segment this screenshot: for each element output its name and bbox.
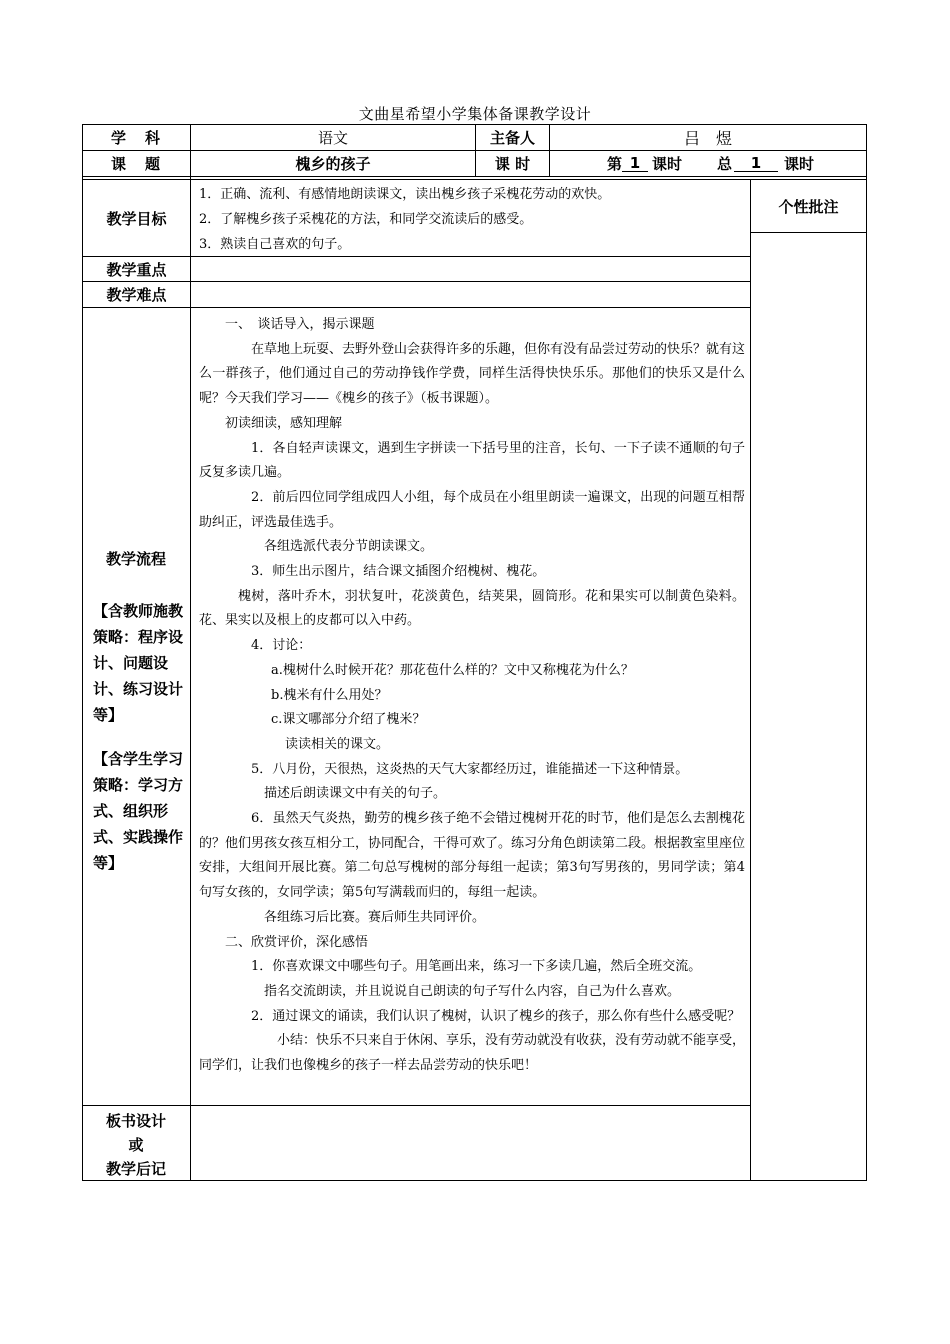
total-unit: 课时	[784, 155, 815, 173]
flow-paragraph: a.槐树什么时候开花？那花苞什么样的？文中又称槐花为什么？	[271, 662, 634, 678]
flow-paragraph: 2．通过课文的诵读，我们认识了槐树，认识了槐乡的孩子，那么你有些什么感受呢？	[251, 1008, 741, 1024]
topic-label: 课 题	[110, 155, 162, 173]
flow-paragraph: 5．八月份，天很热，这炎热的天气大家都经历过，谁能描述一下这种情景。	[251, 761, 689, 777]
subject-value: 语文	[317, 129, 348, 147]
flow-paragraph: 初读细读，感知理解	[225, 415, 343, 431]
total-field	[717, 151, 814, 176]
flow-paragraph: 1．你喜欢课文中哪些句子。用笔画出来，练习一下多读几遍，然后全班交流。	[251, 959, 702, 975]
total-prefix: 总	[717, 155, 733, 173]
preparer-value: 吕 煜	[683, 129, 732, 148]
flow-paragraph: 1．各自轻声读课文，遇到生字拼读一下括号里的注音，长句、一下子读不通顺的句子反复多读几遍。	[199, 440, 745, 481]
period-number: 1	[622, 155, 648, 172]
period-prefix: 第	[607, 155, 623, 173]
goals-label: 教学目标	[106, 209, 167, 228]
flow-paragraph: 指名交流朗读，并且说说自己朗读的句子写什么内容，自己为什么喜欢。	[264, 983, 681, 999]
goal-item: 1．正确、流利、有感情地朗读课文，读出槐乡孩子采槐花劳动的欢快。	[199, 187, 611, 202]
comment-label: 个性批注	[778, 197, 839, 216]
flow-label: 教学流程	[105, 550, 166, 568]
document-title: 文曲星希望小学集体备课教学设计	[358, 105, 592, 123]
flow-paragraph: 6．虽然天气炎热，勤劳的槐乡孩子绝不会错过槐树开花的时节，他们是怎么去割槐花的？他们男孩女孩互相分工，协同配合，干得可欢了。练习分角色朗读第二段。根据教室里座位安排，大组间开展比赛。第二句总写槐树的部分每组一起读；第3句写男孩的，男同学读；第4句写女孩的，女同学读；第5句写满载而归的，每组一起读。	[199, 811, 746, 901]
board-label	[84, 1109, 188, 1181]
flow-paragraph: 各组练习后比赛。赛后师生共同评价。	[264, 909, 486, 925]
board-label-line: 教学后记	[105, 1160, 166, 1178]
total-number: 1	[734, 155, 778, 172]
topic-value: 槐乡的孩子	[295, 155, 371, 173]
key-point-label: 教学重点	[106, 260, 167, 279]
flow-paragraph: 小结：快乐不只来自于休闲、享乐，没有劳动就没有收获，没有劳动就不能享受，同学们，让我们也像槐乡的孩子一样去品尝劳动的快乐吧！	[199, 1033, 746, 1074]
flow-paragraph: 3．师生出示图片，结合课文插图介绍槐树、槐花。	[251, 564, 546, 580]
flow-paragraph: 一、 谈话导入，揭示课题	[225, 317, 375, 332]
teacher-strategy: 【含教师施教策略：程序设计、问题设计、练习设计等】	[93, 602, 184, 724]
flow-paragraph: 槐树，落叶乔木，羽状复叶，花淡黄色，结荚果，圆筒形。花和果实可以制黄色染料。花、果实以及根上的皮都可以入中药。	[199, 588, 745, 629]
flow-paragraph: 在草地上玩耍、去野外登山会获得许多的乐趣，但你有没有品尝过劳动的快乐？就有这么一群孩子，他们通过自己的劳动挣钱作学费，同样生活得快快乐乐。那他们的快乐又是什么呢？今天我们学习——《槐乡的孩子》（板书课题）。	[199, 341, 746, 407]
board-label-line: 或	[128, 1136, 144, 1154]
period-label: 课 时	[494, 155, 531, 173]
flow-paragraph: 2．前后四位同学组成四人小组，每个成员在小组里朗读一遍课文，出现的问题互相帮助纠正，评选最佳选手。	[199, 489, 745, 530]
flow-paragraph: b.槐米有什么用处？	[271, 687, 388, 703]
flow-paragraph: 各组选派代表分节朗读课文。	[264, 539, 434, 555]
flow-content	[199, 313, 745, 1079]
subject-label: 学 科	[110, 129, 162, 147]
goal-item: 2．了解槐乡孩子采槐花的方法，和同学交流读后的感受。	[199, 212, 533, 227]
goal-item: 3．熟读自己喜欢的句子。	[199, 237, 351, 252]
preparer-label: 主备人	[489, 129, 535, 147]
flow-paragraph: 二、欣赏评价，深化感悟	[225, 934, 369, 950]
flow-paragraph: 4．讨论：	[251, 638, 312, 654]
flow-paragraph: 读读相关的课文。	[285, 736, 390, 752]
period-unit: 课时	[652, 155, 683, 173]
flow-paragraph: 描述后朗读课文中有关的句子。	[264, 786, 447, 802]
student-strategy: 【含学生学习策略：学习方式、组织形式、实践操作等】	[93, 750, 184, 872]
difficulty-label: 教学难点	[106, 286, 167, 304]
period-field	[607, 151, 682, 176]
board-label-line: 板书设计	[105, 1112, 166, 1130]
flow-paragraph: c.课文哪部分介绍了槐米？	[271, 712, 426, 728]
